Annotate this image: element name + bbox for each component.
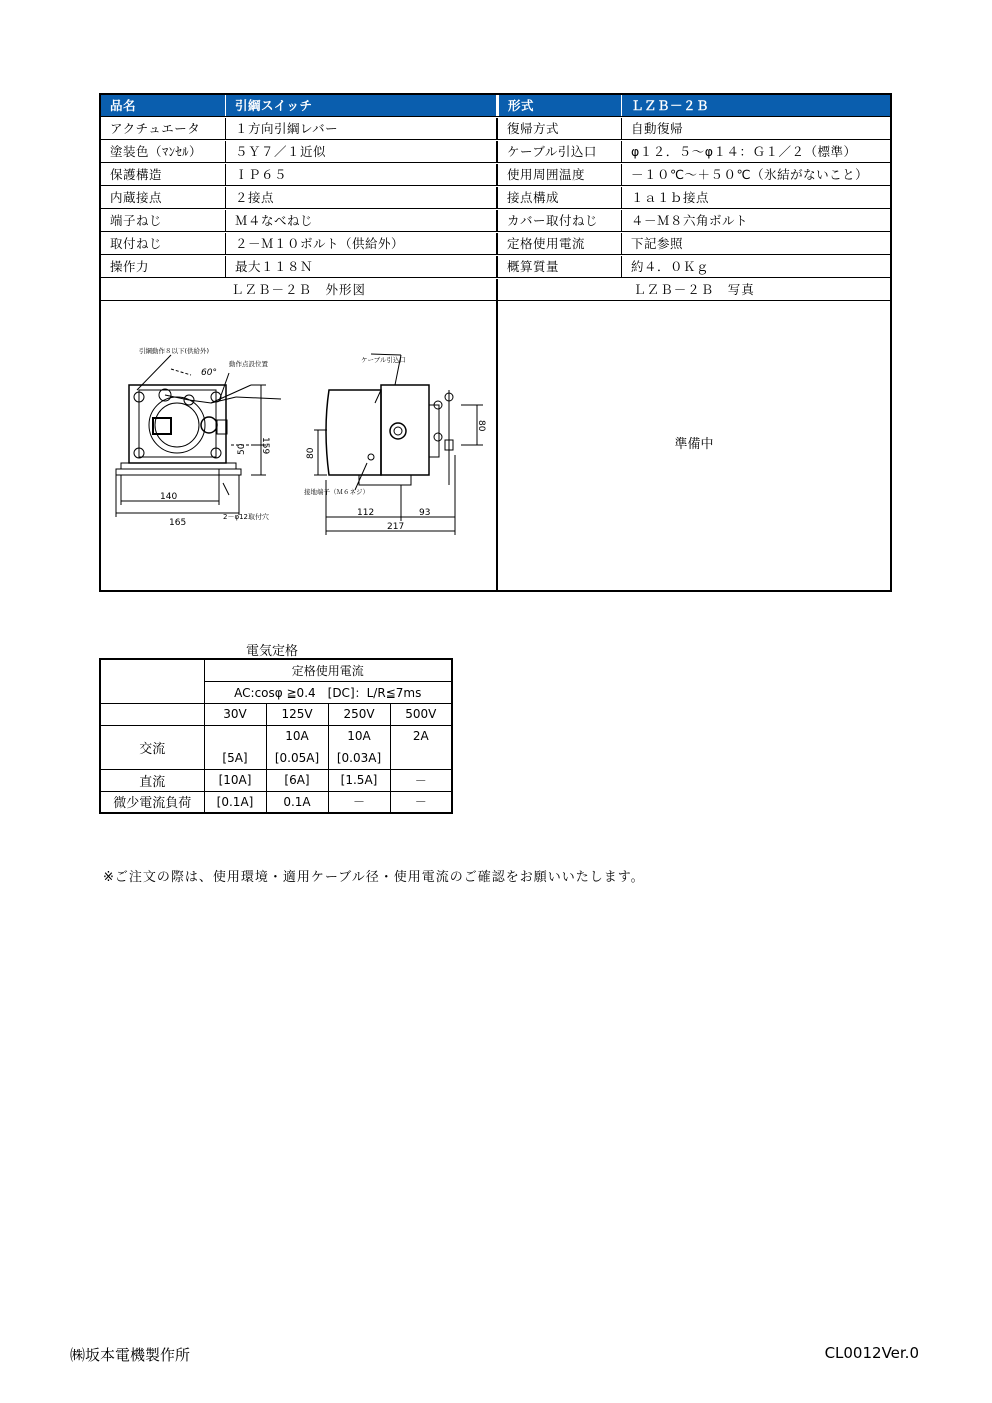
spec-label: カバー取付ねじ xyxy=(497,210,622,231)
rating-header-row xyxy=(100,659,452,681)
rating-row-dc xyxy=(100,769,452,791)
spec-value: 下記参照 xyxy=(631,236,684,251)
spec-label: アクチュエータ xyxy=(101,118,226,139)
rating-blank xyxy=(100,703,204,725)
spec-table xyxy=(99,93,892,592)
side-view xyxy=(314,354,483,535)
rating-cell: [5A] xyxy=(204,747,266,769)
label-angle: 60° xyxy=(201,368,217,378)
rating-row-label: 直流 xyxy=(100,769,204,791)
label-cable-entry: ケーブル引込口 xyxy=(361,356,406,364)
rating-cell: 10A xyxy=(266,725,328,747)
spec-label: 端子ねじ xyxy=(101,210,226,231)
photo-caption: ＬＺＢ－２Ｂ 写真 xyxy=(498,279,890,301)
label-op-position: 動作点設位置 xyxy=(229,360,268,368)
dim-165: 165 xyxy=(169,518,187,528)
spec-label: 復帰方式 xyxy=(497,118,622,139)
order-note: ※ご注文の際は、使用環境・適用ケーブル径・使用電流のご確認をお願いいたします。 xyxy=(103,870,645,885)
spec-header-row xyxy=(101,95,890,117)
rating-cell: [1.5A] xyxy=(328,769,390,791)
voltage-header: 125V xyxy=(266,703,328,725)
rating-cell: － xyxy=(328,791,390,813)
rating-cell: [0.05A] xyxy=(266,747,328,769)
spec-label: 内蔵接点 xyxy=(101,187,226,208)
dim-140: 140 xyxy=(160,492,178,502)
spec-label: 取付ねじ xyxy=(101,233,226,254)
spec-value: Ｍ４なべねじ xyxy=(226,210,497,231)
rating-cell: － xyxy=(390,769,452,791)
spec-value: １方向引綱レバー xyxy=(226,118,497,139)
spec-label: 概算質量 xyxy=(497,256,622,277)
spec-row xyxy=(101,164,890,186)
rating-row-label: 微少電流負荷 xyxy=(100,791,204,813)
dim-80-left: 80 xyxy=(306,447,316,459)
spec-row xyxy=(101,141,890,163)
spec-value: ５Ｙ７／１近似 xyxy=(226,141,497,162)
spec-label: 品名 xyxy=(101,95,226,116)
rating-cell: － xyxy=(390,791,452,813)
rating-row-ac xyxy=(100,725,452,747)
spec-label: 使用周囲温度 xyxy=(497,164,622,185)
spec-value: 約４．０Ｋｇ xyxy=(631,259,710,274)
spec-row xyxy=(101,233,890,255)
photo-placeholder: 準備中 xyxy=(674,437,714,452)
spec-label: 接点構成 xyxy=(497,187,622,208)
rating-cell: 10A xyxy=(328,725,390,747)
spec-value: １ａ１ｂ接点 xyxy=(631,190,710,205)
rating-row-micro xyxy=(100,791,452,813)
label-pull-direction: 引綱動作８以下(供給外) xyxy=(139,347,210,355)
dim-80-right: 80 xyxy=(476,420,486,432)
spec-row xyxy=(101,187,890,209)
spec-value: φ１２．５～φ１４：Ｇ１／２（標準） xyxy=(631,144,857,159)
spec-value: 自動復帰 xyxy=(631,121,684,136)
label-mount-holes: 2－φ12取付穴 xyxy=(223,513,269,521)
rating-corner xyxy=(100,659,204,703)
document-id: CL0012Ver.0 xyxy=(824,1344,919,1362)
label-ground-terminal: 接地端子（Ｍ６ネジ） xyxy=(304,488,369,496)
voltage-header: 250V xyxy=(328,703,390,725)
spec-row xyxy=(101,118,890,140)
spec-label: 塗装色（ﾏﾝｾﾙ） xyxy=(101,141,226,162)
rating-cell: [6A] xyxy=(266,769,328,791)
spec-value: 最大１１８Ｎ xyxy=(226,256,497,277)
dim-217: 217 xyxy=(387,522,405,532)
spec-row xyxy=(101,256,890,278)
rating-cell xyxy=(204,725,266,747)
company-name: ㈱坂本電機製作所 xyxy=(70,1346,191,1364)
spec-row xyxy=(101,210,890,232)
rating-cell: [0.1A] xyxy=(204,791,266,813)
rating-voltage-row xyxy=(100,703,452,725)
rating-table xyxy=(99,658,453,814)
drawing-caption: ＬＺＢ－２Ｂ 外形図 xyxy=(101,279,496,301)
dim-50: 50 xyxy=(237,443,247,455)
spec-value: 引綱スイッチ xyxy=(226,95,497,116)
rating-cell: 0.1A xyxy=(266,791,328,813)
spec-value: ４－Ｍ８六角ボルト xyxy=(631,213,749,228)
spec-value: －１０℃～＋５０℃（氷結がないこと） xyxy=(631,167,869,182)
rating-cell: 2A xyxy=(390,725,452,747)
rating-cell: [0.03A] xyxy=(328,747,390,769)
rating-cell xyxy=(390,747,452,769)
spec-value: ２接点 xyxy=(226,187,497,208)
dim-93: 93 xyxy=(419,508,431,518)
spec-value: ＩＰ６５ xyxy=(226,164,497,185)
spec-label: 操作力 xyxy=(101,256,226,277)
rating-cell: [10A] xyxy=(204,769,266,791)
voltage-header: 500V xyxy=(390,703,452,725)
dim-112: 112 xyxy=(357,508,375,518)
spec-value: ＬＺＢ－２Ｂ xyxy=(631,98,710,113)
spec-label: 形式 xyxy=(497,95,622,116)
spec-value: ２－Ｍ１０ボルト（供給外） xyxy=(226,233,497,254)
rating-group-header: 定格使用電流 xyxy=(204,659,452,681)
front-view xyxy=(116,355,281,517)
spec-label: 保護構造 xyxy=(101,164,226,185)
outline-drawing xyxy=(111,345,491,545)
spec-label: ケーブル引込口 xyxy=(497,141,622,162)
voltage-header: 30V xyxy=(204,703,266,725)
rating-title: 電気定格 xyxy=(246,644,299,659)
rating-condition: AC:cosφ ≧0.4 [DC]：L/R≦7ms xyxy=(204,681,452,703)
dim-159: 159 xyxy=(260,437,270,455)
spec-label: 定格使用電流 xyxy=(497,233,622,254)
rating-row-label: 交流 xyxy=(100,725,204,769)
